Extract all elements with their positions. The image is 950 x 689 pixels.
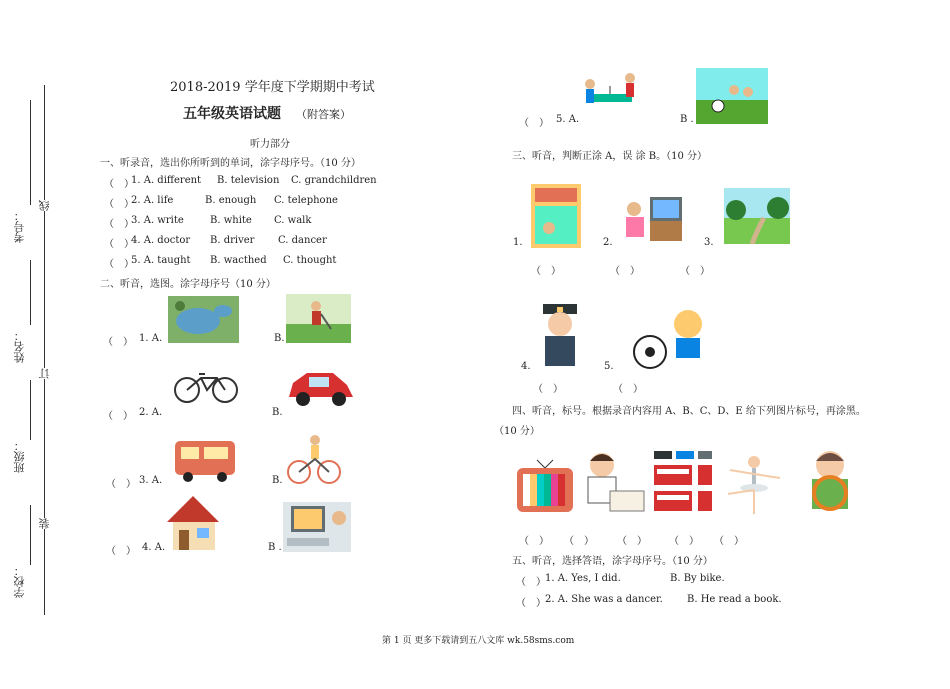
zhuang-mark: 装 — [38, 518, 51, 529]
answer-paren: （ ） — [617, 536, 647, 547]
option-b: B. white — [210, 215, 252, 226]
item-a-label: 4. A. — [142, 542, 166, 553]
option-c: C. walk — [274, 215, 312, 226]
lake-map-image — [168, 296, 239, 343]
answer-paren: （ ） — [103, 337, 133, 348]
answer-paren: （ ） — [714, 536, 744, 547]
item-a-label: 2. A. — [139, 407, 163, 418]
part1-heading: 一、听录音，选出你所听到的单词，涂字母序号。（10 分） — [100, 158, 361, 169]
number-label: 考号： — [13, 210, 26, 243]
ping-pong-image — [580, 70, 640, 120]
item-b-label: B. — [272, 407, 283, 418]
red-car-image — [285, 363, 357, 411]
answer-paren: （ ） — [104, 179, 134, 190]
option-a: 5. A. taught — [131, 255, 191, 266]
part5-heading: 五、听音，选择答语，涂字母序号。（10 分） — [512, 556, 713, 567]
xian-mark: 线 — [38, 200, 51, 211]
option-b: B. enough — [205, 195, 257, 206]
option-c: C. grandchildren — [291, 175, 377, 186]
bicycle-image — [173, 370, 239, 404]
listening-section-label: 听力部分 — [250, 139, 290, 150]
exam-subtitle: 五年级英语试题 — [183, 106, 281, 122]
house-image — [165, 494, 222, 552]
cyclist-image — [285, 432, 343, 486]
part3-heading: 三、听音，判断正涂 A，误 涂 B。（10 分） — [512, 151, 708, 162]
answer-paren: （ ） — [104, 239, 134, 250]
item-b-label: B . — [268, 542, 282, 553]
answer-paren: （ ） — [106, 546, 136, 557]
class-blank — [30, 380, 31, 440]
item-number: 2. — [603, 237, 613, 248]
answer-paren: （ ） — [103, 411, 133, 422]
football-game-image — [696, 68, 768, 124]
item-number: 3. — [704, 237, 714, 248]
part2-heading: 二、听音，选图。涂字母序号（10 分） — [100, 279, 276, 290]
driver-steering-image — [794, 443, 864, 515]
answer-paren: （ ） — [680, 266, 710, 277]
computer-image — [283, 502, 351, 552]
answer-paren: （ ） — [106, 479, 136, 490]
item-number: 4. — [521, 361, 531, 372]
boy-writing-image — [580, 447, 648, 515]
ballet-dancer-image — [722, 452, 786, 516]
option-a: 2. A. life — [131, 195, 174, 206]
answer-paren: （ ） — [669, 536, 699, 547]
item-a-label: 5. A. — [556, 114, 580, 125]
answer-paren: （ ） — [610, 266, 640, 277]
binding-line — [44, 85, 45, 615]
option-b: B. By bike. — [670, 573, 725, 584]
answer-paren: （ ） — [613, 384, 643, 395]
option-b: B. television — [217, 175, 280, 186]
name-blank — [30, 260, 31, 325]
park-trees-image — [724, 188, 790, 244]
item-b-label: B. — [272, 475, 283, 486]
answer-paren: （ ） — [519, 118, 549, 129]
answer-paren: （ ） — [564, 536, 594, 547]
exam-title: 2018-2019 学年度下学期期中考试 — [170, 80, 375, 95]
television-image — [515, 458, 575, 516]
answer-paren: （ ） — [104, 219, 134, 230]
answer-paren: （ ） — [519, 536, 549, 547]
number-blank — [30, 100, 31, 205]
vehicles-image — [652, 449, 716, 515]
part4-heading: 四、听音，标号。根据录音内容用 A、B、C、D、E 给下列图片标号，再涂黑。 — [512, 406, 866, 417]
answer-paren: （ ） — [531, 266, 561, 277]
answer-paren: （ ） — [104, 259, 134, 270]
item-a-label: 1. A. — [139, 333, 163, 344]
option-a: 1. A. different — [131, 175, 202, 186]
hiker-image — [286, 294, 351, 343]
option-a: 1. A. Yes, I did. — [545, 573, 621, 584]
option-b: B. wacthed — [210, 255, 267, 266]
option-b: B. driver — [210, 235, 255, 246]
page-footer: 第 1 页 更多下载请到五八文库 wk.58sms.com — [382, 636, 575, 646]
policeman-image — [533, 300, 587, 370]
option-c: C. thought — [283, 255, 337, 266]
item-b-label: B. — [274, 333, 285, 344]
school-blank — [30, 505, 31, 565]
answer-paren: （ ） — [516, 577, 546, 588]
item-a-label: 3. A. — [139, 475, 163, 486]
answer-paren: （ ） — [516, 598, 546, 609]
ding-mark: 订 — [38, 368, 51, 379]
boy-soccer-ball-image — [632, 306, 714, 370]
option-a: 2. A. She was a dancer. — [545, 594, 663, 605]
answer-paren: （ ） — [533, 384, 563, 395]
exam-subtitle-note: （附答案） — [296, 108, 351, 121]
name-label: 姓名： — [13, 330, 26, 363]
option-b: B. He read a book. — [687, 594, 782, 605]
option-c: C. dancer — [278, 235, 327, 246]
part1-row — [104, 175, 134, 190]
option-a: 3. A. write — [131, 215, 184, 226]
option-c: C. telephone — [274, 195, 338, 206]
chinese-book-image — [531, 184, 581, 248]
item-b-label: B . — [680, 114, 694, 125]
option-a: 4. A. doctor — [131, 235, 191, 246]
item-number: 5. — [604, 361, 614, 372]
tv-watching-image — [620, 193, 686, 247]
item-number: 1. — [513, 237, 523, 248]
bus-image — [172, 433, 238, 485]
school-label: 学校： — [13, 565, 26, 598]
part4-score: （10 分） — [494, 426, 540, 437]
class-label: 班级： — [13, 440, 26, 473]
answer-paren: （ ） — [104, 199, 134, 210]
